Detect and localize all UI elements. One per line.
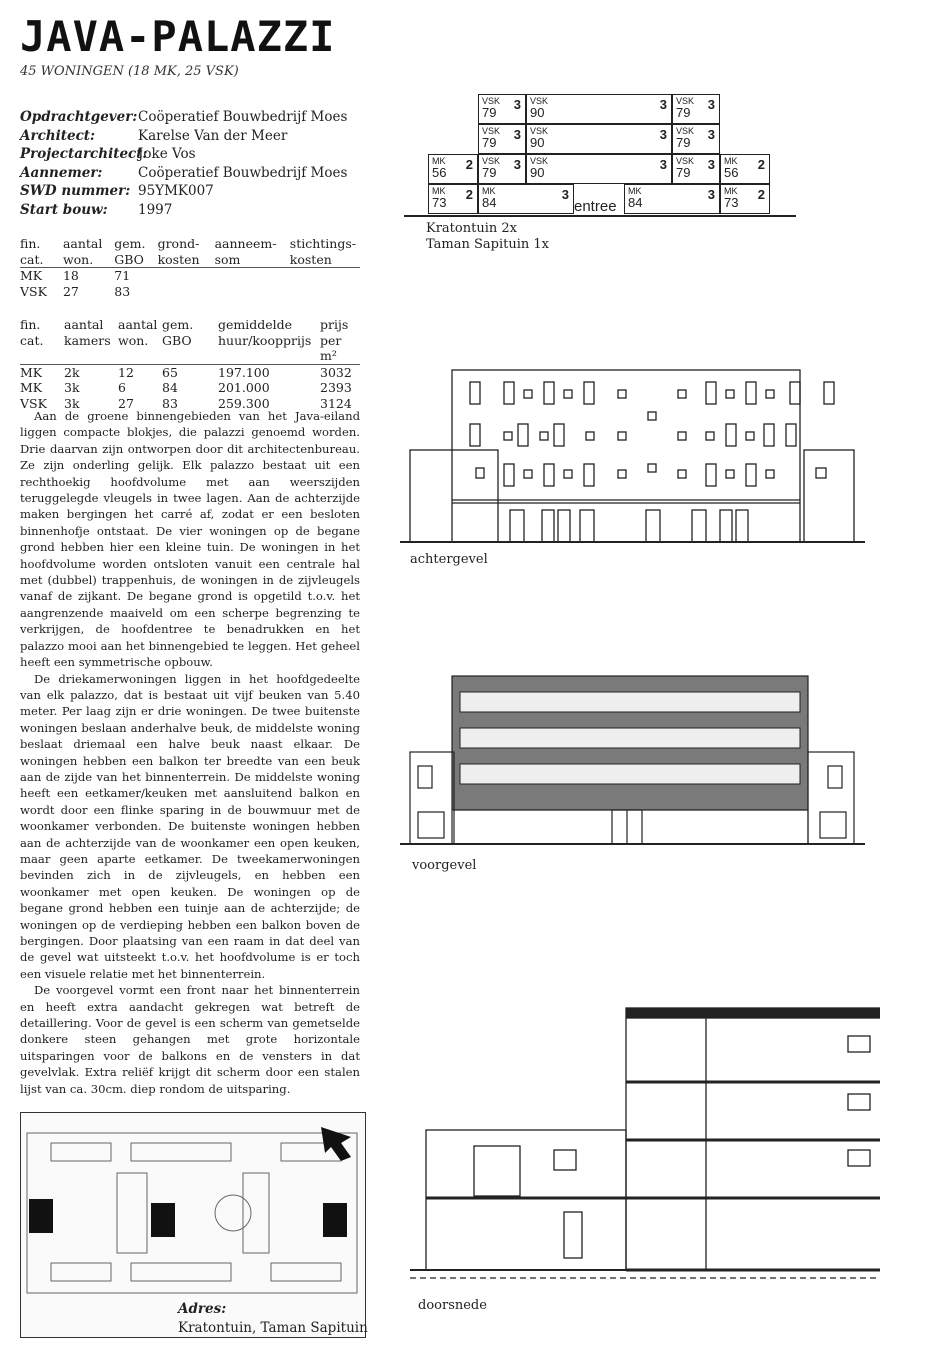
meta-row xyxy=(20,201,347,220)
voorgevel-drawing xyxy=(400,662,870,852)
th: aanneem- xyxy=(214,236,277,251)
meta-value: Joke Vos xyxy=(138,146,196,163)
td: MK xyxy=(20,268,43,283)
unit-cell xyxy=(672,94,720,124)
unit-rooms: 3 xyxy=(659,97,667,112)
unit-cell xyxy=(478,94,526,124)
th: won. xyxy=(118,333,162,365)
unit-cat: VSK xyxy=(676,126,695,136)
unit-rooms: 2 xyxy=(757,157,765,172)
unit-cell xyxy=(526,124,672,154)
unit-cell xyxy=(720,154,770,184)
unit-cell xyxy=(478,184,574,214)
paragraph: De voorgevel vormt een front naar het binnenterrein en heeft extra aandacht gekregen wat betreft de detaillering. Voor de gevel is een scherm van gemetselde donkere steen gehangen met grote horizontale uitsparingen voor de balkons en de vensters in dat gevelvlak. Extra reliëf krijgt dit scherm door een stalen lijst van ca. 30cm. diep rondom de uitsparing. xyxy=(20,983,360,1096)
meta-key: Projectarchitect: xyxy=(20,146,148,163)
unit-size: 84 xyxy=(628,195,643,210)
unit-rooms: 3 xyxy=(707,187,715,202)
meta-row xyxy=(20,164,347,183)
th: prijs xyxy=(320,317,349,332)
th: gemiddelde xyxy=(218,317,293,332)
th: aantal xyxy=(62,236,103,251)
unit-cat: MK xyxy=(724,186,738,196)
caption-line: Taman Sapituin 1x xyxy=(426,237,549,252)
td: 3032 xyxy=(320,364,352,380)
th: gem. xyxy=(162,317,194,332)
unit-rooms: 3 xyxy=(707,97,715,112)
caption-doorsnede: doorsnede xyxy=(418,1298,487,1313)
unit-rooms: 2 xyxy=(757,187,765,202)
td: MK xyxy=(20,364,43,380)
meta-key: SWD nummer: xyxy=(20,183,131,200)
paragraph: De driekamerwoningen liggen in het hoofdgedeelte van elk palazzo, dat is bestaat uit vijf beuken van 5.40 meter. Per laag zijn er drie woningen. De twee buitenste woningen beslaan anderhalve beuk, de middelste woning beslaat driemaal een halve beuk naast elkaar. De woningen hebben een balkon ter breedte van een beuk aan de zijde van het binnenterrein. De middelste woning heeft een eetkamer/keuken met aansluitend balkon en wordt door een flinke sparing in de bouwmuur met de woonkamer verbonden. De buitenste woningen hebben aan de achterzijde van de woonkamer een open keuken, maar geen aparte eetkamer. De tweekamerwoningen bevinden zich in de zijvleugels, en hebben een woonkamer met open keuken. De woningen op de begane grond hebben een tuinje aan de achterzijde; de woningen op de verdieping hebben een balkon boven de bergingen. Door plaatsing van een raam in dat deel van de gevel wat uitsteekt t.o.v. het hoofdvolume is er toch een visuele relatie met het binnenterrein. xyxy=(20,671,360,981)
th: per m² xyxy=(320,333,360,365)
td: 27 xyxy=(118,395,134,411)
th: stichtings- xyxy=(289,236,356,251)
meta-row xyxy=(20,127,347,146)
unit-cell xyxy=(428,184,478,214)
th: fin. xyxy=(20,236,41,251)
th: GBO xyxy=(114,252,157,268)
address xyxy=(178,1300,368,1338)
unit-rooms: 2 xyxy=(465,157,473,172)
unit-cat: VSK xyxy=(530,96,549,106)
th: kosten xyxy=(158,252,215,268)
td: 201.000 xyxy=(218,380,270,395)
article-body xyxy=(20,408,360,1097)
meta-key: Architect: xyxy=(20,127,96,144)
unit-cell xyxy=(672,154,720,184)
td: 83 xyxy=(114,283,131,299)
unit-rooms: 3 xyxy=(561,187,569,202)
td: VSK xyxy=(20,283,47,299)
td: 3124 xyxy=(320,395,352,411)
unit-diagram xyxy=(404,92,796,226)
unit-cat: MK xyxy=(628,186,642,196)
unit-cell xyxy=(624,184,720,214)
meta-row xyxy=(20,108,347,127)
unit-cat: VSK xyxy=(482,126,501,136)
th: won. xyxy=(63,252,114,268)
project-meta xyxy=(20,108,347,220)
meta-key: Start bouw: xyxy=(20,201,108,218)
th: fin. xyxy=(20,317,41,332)
paragraph: Aan de groene binnengebieden van het Java-eiland liggen compacte blokjes, die palazzi genoemd worden. Drie daarvan zijn ontworpen door dit architectenbureau. Ze zijn onderling gelijk. Elk palazzo bestaat uit een rechthoekig hoofdvolume met aan weerszijden teruggelegde vleugels in twee lagen. Aan de achterzijde maken bergingen het carré af, zodat er een besloten binnenhofje ontstaat. De vier woningen op de begane grond hebben hier een kleine tuin. De woningen in het hoofdvolume worden ontsloten vanuit een centrale hal met (dubbel) trappenhuis, de woningen in de zijvleugels vanaf de zijkant. De begane grond is opgetild t.o.v. het aangrenzende maaiveld om een scherpe begrenzing te verkrijgen, de hoofdentree te benadrukken en het palazzo mooi aan het binnengebied te leggen. Het geheel heeft een symmetrische opbouw. xyxy=(20,409,360,670)
caption-achtergevel: achtergevel xyxy=(410,552,488,567)
unit-size: 56 xyxy=(432,165,447,180)
unit-rooms: 3 xyxy=(659,127,667,142)
unit-cell xyxy=(478,124,526,154)
unit-size: 90 xyxy=(530,135,545,150)
meta-key: Opdrachtgever: xyxy=(20,109,138,125)
diagram-caption xyxy=(426,221,549,253)
unit-cell xyxy=(720,184,770,214)
td: 6 xyxy=(118,380,126,395)
unit-size: 90 xyxy=(530,105,545,120)
unit-cell xyxy=(526,94,672,124)
unit-rooms: 2 xyxy=(465,187,473,202)
th: cat. xyxy=(20,333,64,365)
unit-cat: VSK xyxy=(482,96,501,106)
unit-size: 79 xyxy=(676,105,691,120)
td: 71 xyxy=(114,268,131,283)
meta-row xyxy=(20,182,347,201)
td: 197.100 xyxy=(218,364,270,380)
th: GBO xyxy=(162,333,218,365)
cost-table xyxy=(20,236,360,299)
meta-value: 95YMK007 xyxy=(138,183,214,200)
page-subtitle: 45 WONINGEN (18 MK, 25 VSK) xyxy=(20,64,239,79)
td: 3k xyxy=(64,380,80,395)
unit-cell xyxy=(478,154,526,184)
address-label: Adres: xyxy=(178,1301,227,1317)
unit-size: 79 xyxy=(482,105,497,120)
price-table xyxy=(20,317,360,411)
td: 3k xyxy=(64,395,80,411)
table-row xyxy=(20,380,360,396)
td: 2k xyxy=(64,364,80,380)
unit-rooms: 3 xyxy=(513,157,521,172)
td: 27 xyxy=(62,283,79,299)
th: gem. xyxy=(114,236,146,251)
td: 259.300 xyxy=(218,395,270,411)
unit-cell xyxy=(526,154,672,184)
meta-value: Coöperatief Bouwbedrijf Moes xyxy=(138,109,348,125)
th: som xyxy=(215,252,290,268)
th: cat. xyxy=(20,252,63,268)
meta-value: Coöperatief Bouwbedrijf Moes xyxy=(138,164,348,181)
unit-size: 73 xyxy=(432,195,447,210)
unit-size: 84 xyxy=(482,195,497,210)
unit-size: 79 xyxy=(482,165,497,180)
th: grond- xyxy=(157,236,200,251)
unit-cat: VSK xyxy=(482,156,501,166)
caption-line: Kratontuin 2x xyxy=(426,221,517,236)
th: kosten xyxy=(290,252,360,268)
unit-size: 90 xyxy=(530,165,545,180)
unit-size: 79 xyxy=(676,165,691,180)
unit-cat: VSK xyxy=(530,126,549,136)
meta-value: Karelse Van der Meer xyxy=(138,127,288,144)
th: aantal xyxy=(118,317,158,332)
td: 65 xyxy=(162,364,178,380)
th: aantal xyxy=(64,317,104,332)
td: VSK xyxy=(20,395,47,411)
unit-rooms: 3 xyxy=(659,157,667,172)
unit-cat: MK xyxy=(432,186,446,196)
unit-cat: MK xyxy=(432,156,446,166)
unit-cat: MK xyxy=(482,186,496,196)
meta-key: Aannemer: xyxy=(20,164,103,181)
meta-row xyxy=(20,145,347,164)
unit-cat: MK xyxy=(724,156,738,166)
unit-cell xyxy=(428,154,478,184)
achtergevel-drawing xyxy=(400,360,870,550)
ground-line xyxy=(404,215,796,217)
td: 2393 xyxy=(320,380,352,395)
meta-value: 1997 xyxy=(138,201,173,218)
unit-size: 73 xyxy=(724,195,739,210)
td: 12 xyxy=(118,364,134,380)
doorsnede-drawing xyxy=(400,1000,880,1290)
td: MK xyxy=(20,380,43,395)
unit-size: 79 xyxy=(676,135,691,150)
td: 83 xyxy=(162,395,178,411)
caption-voorgevel: voorgevel xyxy=(412,858,477,873)
th: kamers xyxy=(64,333,118,365)
unit-cat: VSK xyxy=(676,96,695,106)
unit-rooms: 3 xyxy=(513,97,521,112)
unit-rooms: 3 xyxy=(707,127,715,142)
unit-cat: VSK xyxy=(530,156,549,166)
unit-rooms: 3 xyxy=(513,127,521,142)
td: 84 xyxy=(162,380,178,395)
table-row xyxy=(20,364,360,380)
unit-size: 79 xyxy=(482,135,497,150)
page-title: JAVA-PALAZZI xyxy=(20,12,336,61)
unit-rooms: 3 xyxy=(707,157,715,172)
unit-cell xyxy=(672,124,720,154)
unit-size: 56 xyxy=(724,165,739,180)
td: 18 xyxy=(62,268,79,283)
unit-cat: VSK xyxy=(676,156,695,166)
table-row xyxy=(20,284,360,300)
table-row xyxy=(20,268,360,284)
th: huur/koopprijs xyxy=(218,333,320,365)
address-value: Kratontuin, Taman Sapituin xyxy=(178,1320,368,1336)
entree-label: entree xyxy=(574,198,617,215)
